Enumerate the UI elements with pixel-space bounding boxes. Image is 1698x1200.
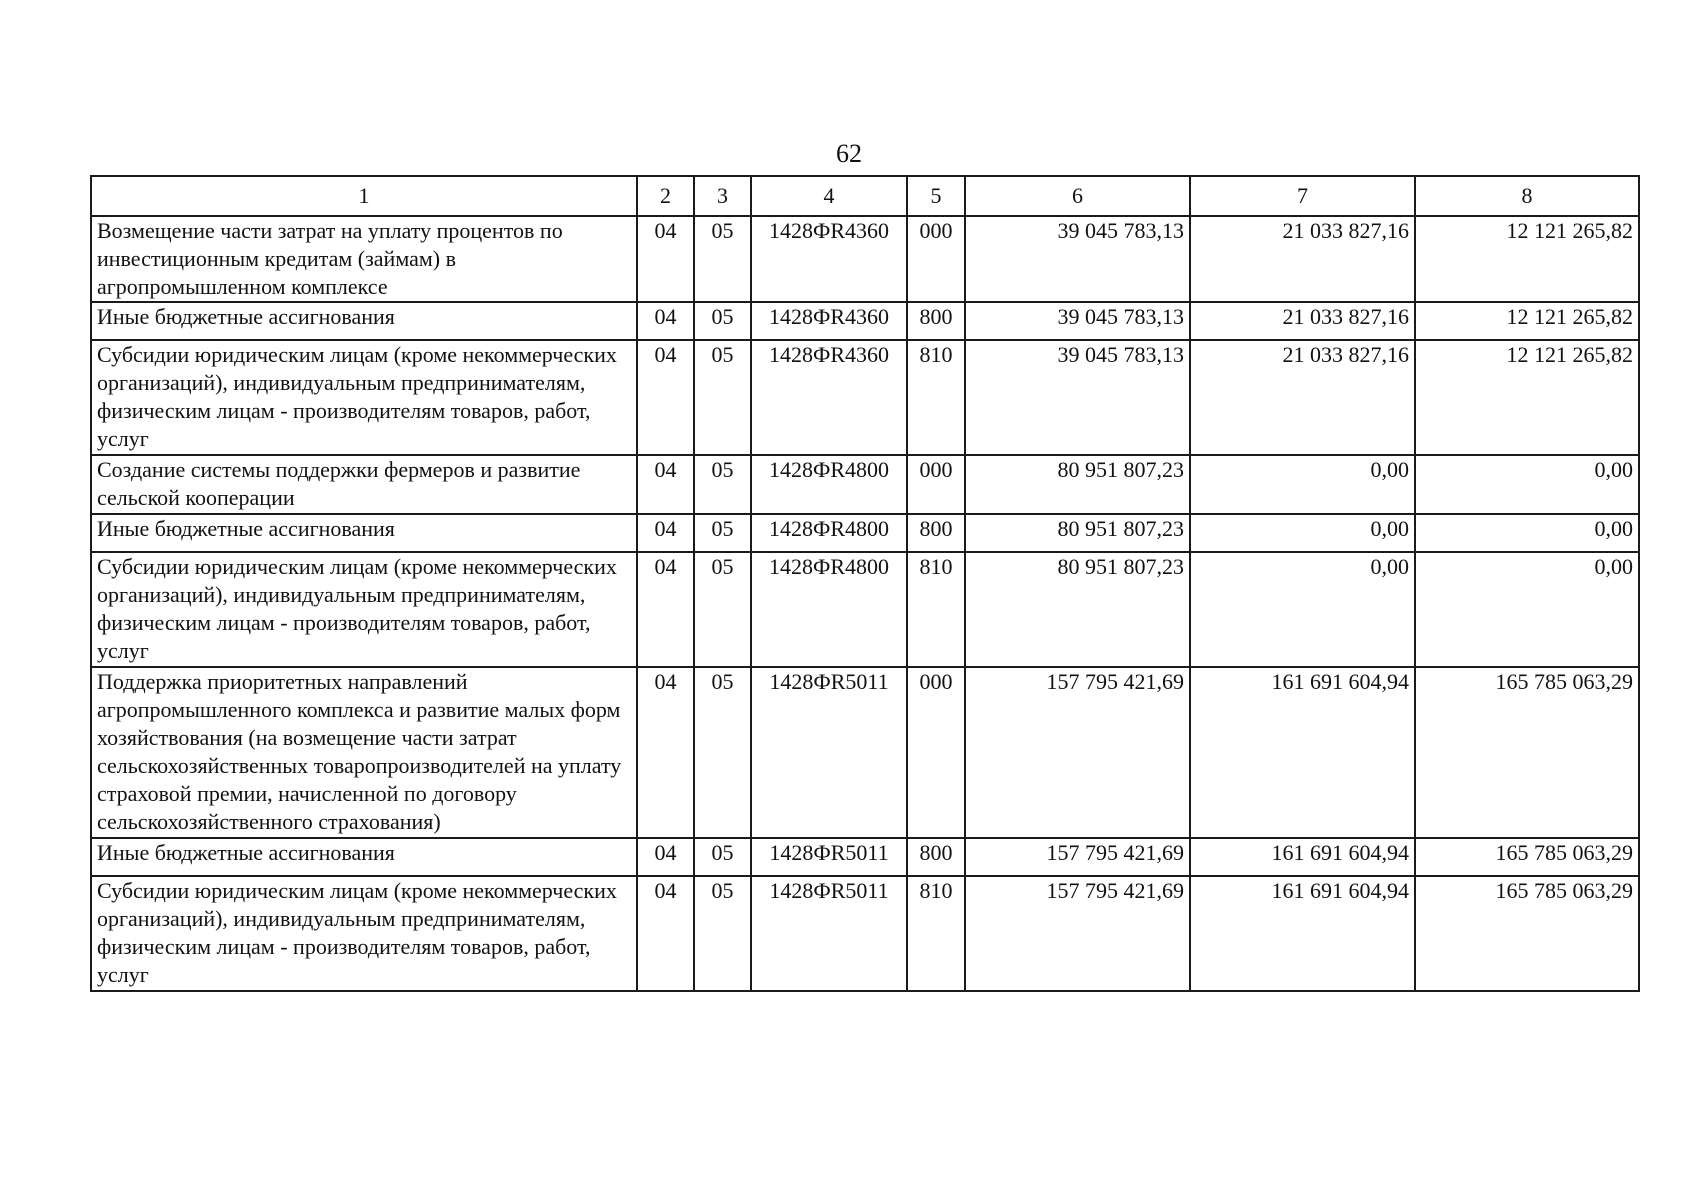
section-code-cell: 04 <box>637 838 694 876</box>
subsection-code-cell: 05 <box>694 514 751 552</box>
target-article-cell: 1428ФR4800 <box>751 552 907 667</box>
header-col-1: 1 <box>91 176 637 216</box>
amount-col6-cell: 157 795 421,69 <box>965 667 1190 838</box>
subsection-code-cell: 05 <box>694 552 751 667</box>
row-name-cell: Иные бюджетные ассигнования <box>91 302 637 340</box>
section-code-cell: 04 <box>637 455 694 514</box>
subsection-code-cell: 05 <box>694 455 751 514</box>
amount-col7-cell: 0,00 <box>1190 455 1415 514</box>
amount-col7-cell: 161 691 604,94 <box>1190 838 1415 876</box>
subsection-code-cell: 05 <box>694 876 751 991</box>
amount-col7-cell: 21 033 827,16 <box>1190 302 1415 340</box>
table-row <box>91 455 1639 514</box>
row-name-cell: Иные бюджетные ассигнования <box>91 838 637 876</box>
amount-col8-cell: 165 785 063,29 <box>1415 838 1639 876</box>
amount-col6-cell: 80 951 807,23 <box>965 552 1190 667</box>
row-name-cell: Иные бюджетные ассигнования <box>91 514 637 552</box>
row-name-cell: Субсидии юридическим лицам (кроме некоммерческих организаций), индивидуальным предпринимателям, физическим лицам - производителям товаров, работ, услуг <box>91 876 637 991</box>
row-name-cell: Субсидии юридическим лицам (кроме некоммерческих организаций), индивидуальным предпринимателям, физическим лицам - производителям товаров, работ, услуг <box>91 340 637 455</box>
subsection-code-cell: 05 <box>694 838 751 876</box>
amount-col7-cell: 0,00 <box>1190 514 1415 552</box>
header-col-7: 7 <box>1190 176 1415 216</box>
section-code-cell: 04 <box>637 876 694 991</box>
table-row <box>91 838 1639 876</box>
amount-col6-cell: 80 951 807,23 <box>965 514 1190 552</box>
table-row <box>91 340 1639 455</box>
expense-type-cell: 800 <box>907 514 965 552</box>
expense-type-cell: 000 <box>907 455 965 514</box>
table-row <box>91 876 1639 991</box>
expense-type-cell: 800 <box>907 838 965 876</box>
amount-col8-cell: 165 785 063,29 <box>1415 667 1639 838</box>
target-article-cell: 1428ФR5011 <box>751 876 907 991</box>
amount-col6-cell: 157 795 421,69 <box>965 838 1190 876</box>
target-article-cell: 1428ФR4800 <box>751 514 907 552</box>
table-row <box>91 667 1639 838</box>
section-code-cell: 04 <box>637 514 694 552</box>
section-code-cell: 04 <box>637 667 694 838</box>
amount-col6-cell: 39 045 783,13 <box>965 216 1190 302</box>
expense-type-cell: 810 <box>907 552 965 667</box>
table-row <box>91 514 1639 552</box>
target-article-cell: 1428ФR4800 <box>751 455 907 514</box>
expense-type-cell: 000 <box>907 667 965 838</box>
header-col-6: 6 <box>965 176 1190 216</box>
amount-col7-cell: 161 691 604,94 <box>1190 876 1415 991</box>
header-col-2: 2 <box>637 176 694 216</box>
table-row <box>91 216 1639 302</box>
section-code-cell: 04 <box>637 302 694 340</box>
subsection-code-cell: 05 <box>694 302 751 340</box>
subsection-code-cell: 05 <box>694 340 751 455</box>
amount-col7-cell: 161 691 604,94 <box>1190 667 1415 838</box>
row-name-cell: Субсидии юридическим лицам (кроме некоммерческих организаций), индивидуальным предпринимателям, физическим лицам - производителям товаров, работ, услуг <box>91 552 637 667</box>
amount-col8-cell: 0,00 <box>1415 552 1639 667</box>
target-article-cell: 1428ФR4360 <box>751 302 907 340</box>
amount-col6-cell: 157 795 421,69 <box>965 876 1190 991</box>
amount-col6-cell: 39 045 783,13 <box>965 340 1190 455</box>
expense-type-cell: 810 <box>907 876 965 991</box>
target-article-cell: 1428ФR5011 <box>751 838 907 876</box>
amount-col8-cell: 0,00 <box>1415 514 1639 552</box>
amount-col8-cell: 165 785 063,29 <box>1415 876 1639 991</box>
header-col-4: 4 <box>751 176 907 216</box>
target-article-cell: 1428ФR4360 <box>751 216 907 302</box>
amount-col7-cell: 21 033 827,16 <box>1190 340 1415 455</box>
budget-table <box>90 175 1640 992</box>
target-article-cell: 1428ФR5011 <box>751 667 907 838</box>
row-name-cell: Создание системы поддержки фермеров и развитие сельской кооперации <box>91 455 637 514</box>
row-name-cell: Поддержка приоритетных направлений агропромышленного комплекса и развитие малых форм хозяйствования (на возмещение части затрат сельскохозяйственных товаропроизводителей на уплату страховой премии, начисленной по договору сельскохозяйственного страхования) <box>91 667 637 838</box>
header-row <box>91 176 1639 216</box>
subsection-code-cell: 05 <box>694 667 751 838</box>
target-article-cell: 1428ФR4360 <box>751 340 907 455</box>
expense-type-cell: 810 <box>907 340 965 455</box>
subsection-code-cell: 05 <box>694 216 751 302</box>
amount-col6-cell: 39 045 783,13 <box>965 302 1190 340</box>
amount-col8-cell: 12 121 265,82 <box>1415 340 1639 455</box>
table-row <box>91 552 1639 667</box>
section-code-cell: 04 <box>637 552 694 667</box>
row-name-cell: Возмещение части затрат на уплату процентов по инвестиционным кредитам (займам) в агропромышленном комплексе <box>91 216 637 302</box>
header-col-8: 8 <box>1415 176 1639 216</box>
section-code-cell: 04 <box>637 340 694 455</box>
expense-type-cell: 800 <box>907 302 965 340</box>
table-row <box>91 302 1639 340</box>
expense-type-cell: 000 <box>907 216 965 302</box>
header-col-5: 5 <box>907 176 965 216</box>
amount-col7-cell: 21 033 827,16 <box>1190 216 1415 302</box>
header-col-3: 3 <box>694 176 751 216</box>
amount-col8-cell: 12 121 265,82 <box>1415 216 1639 302</box>
amount-col8-cell: 0,00 <box>1415 455 1639 514</box>
section-code-cell: 04 <box>637 216 694 302</box>
amount-col7-cell: 0,00 <box>1190 552 1415 667</box>
page-number: 62 <box>836 139 862 168</box>
amount-col6-cell: 80 951 807,23 <box>965 455 1190 514</box>
amount-col8-cell: 12 121 265,82 <box>1415 302 1639 340</box>
